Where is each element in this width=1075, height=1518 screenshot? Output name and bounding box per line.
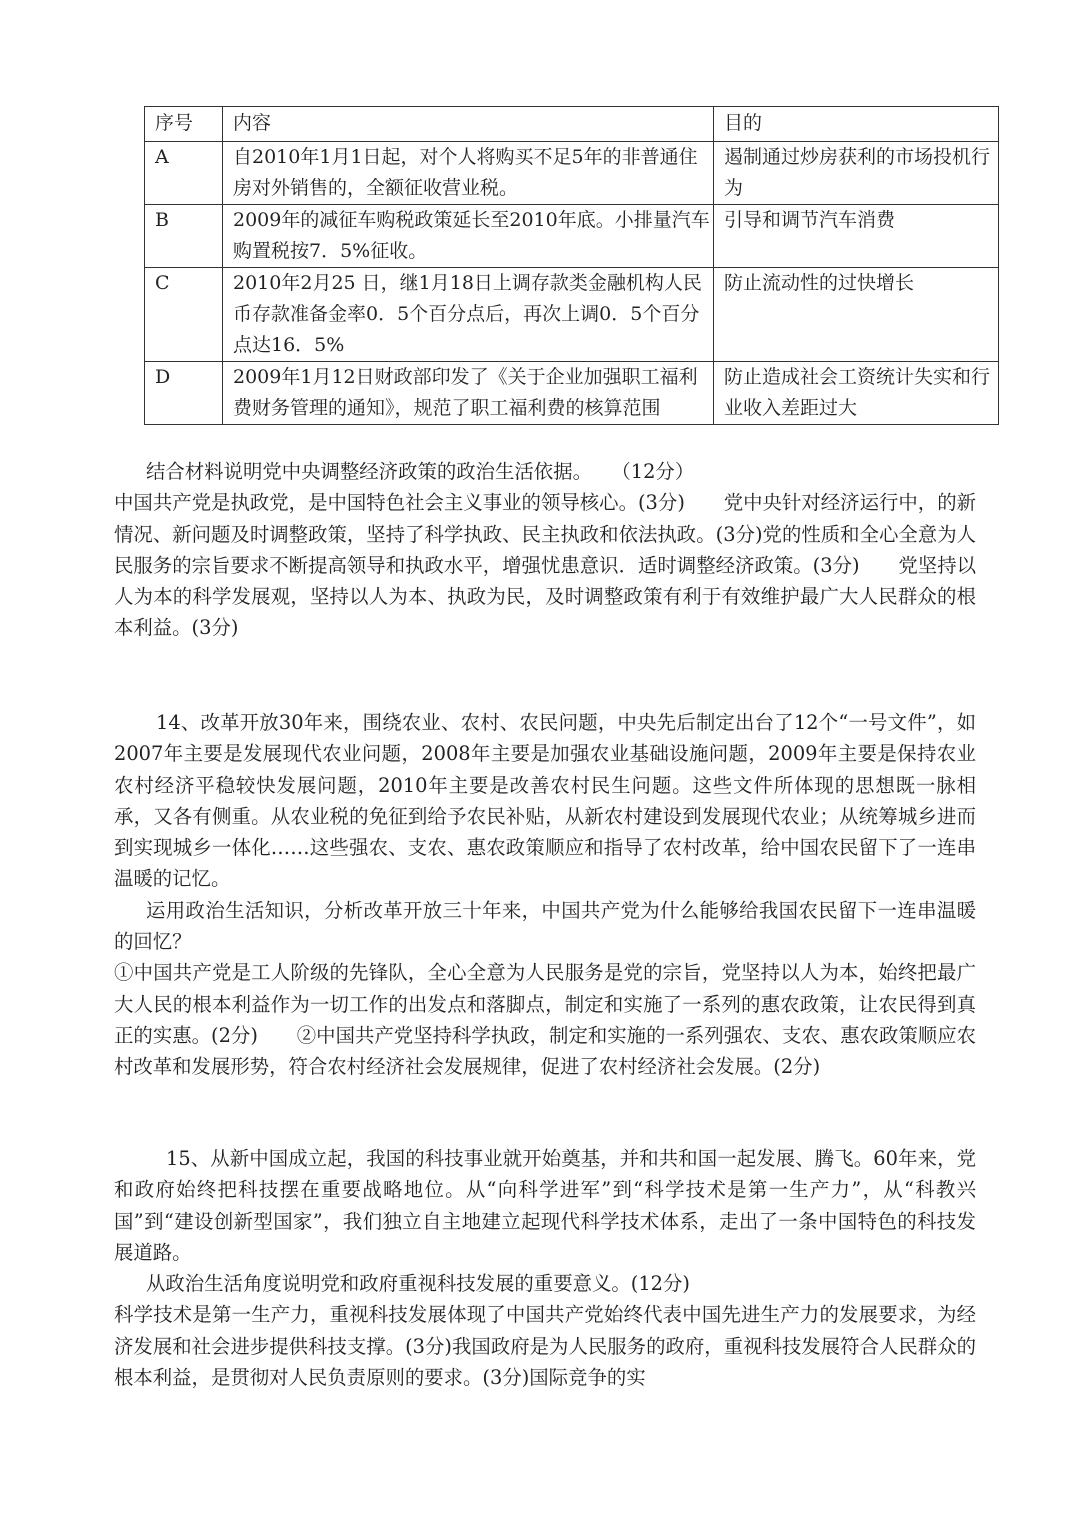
q14-question: 运用政治生活知识，分析改革开放三十年来，中国共产党为什么能够给我国农民留下一连串温暖的回忆？ (114, 898, 976, 954)
row-content: 自2010年1月1日起，对个人将购买不足5年的非普通住房对外销售的，全额征收营业税。 (223, 142, 714, 205)
row-purpose: 引导和调节汽车消费 (714, 205, 999, 268)
table-row (145, 142, 999, 205)
q15-answer: 科学技术是第一生产力，重视科技发展体现了中国共产党始终代表中国先进生产力的发展要求，为经济发展和社会进步提供科技支撑。(3分)我国政府是为人民服务的政府，重视科技发展符合人民群众的根本利益，是贯彻对人民负责原则的要求。(3分)国际竞争的实 (114, 1303, 976, 1390)
row-id: B (145, 205, 223, 268)
q13-section (114, 456, 976, 644)
row-content: 2009年的减征车购税政策延长至2010年底。小排量汽车购置税按7．5%征收。 (223, 205, 714, 268)
table-row (145, 205, 999, 268)
q15-question: 从政治生活角度说明党和政府重视科技发展的重要意义。(12分) (146, 1272, 690, 1296)
q14-answer: ①中国共产党是工人阶级的先锋队，全心全意为人民服务是党的宗旨，党坚持以人为本，始终把最广大人民的根本利益作为一切工作的出发点和落脚点，制定和实施了一系列的惠农政策，让农民得到真正的实惠。(2分) ②中国共产党坚持科学执政，制定和实施的一系列强农、支农、惠农政策顺应农村改革和发展形势，符合农村经济社会发展规律，促进了农村经济社会发展。(2分) (114, 961, 976, 1079)
q13-question: 结合材料说明党中央调整经济政策的政治生活依据。 （12分） (146, 460, 695, 483)
row-purpose: 防止造成社会工资统计失实和行业收入差距过大 (714, 362, 999, 425)
row-content: 2010年2月25 日，继1月18日上调存款类金融机构人民币存款准备金率0．5个百分点后，再次上调0．5个百分点达16．5% (223, 268, 714, 362)
q15-section (114, 1143, 976, 1393)
row-content: 2009年1月12日财政部印发了《关于企业加强职工福利费财务管理的通知》，规范了职工福利费的核算范围 (223, 362, 714, 425)
header-purpose: 目的 (714, 107, 999, 142)
row-purpose: 遏制通过炒房获利的市场投机行为 (714, 142, 999, 205)
q14-section (114, 707, 976, 1083)
table-header-row (145, 107, 999, 142)
q14-material: 14、改革开放30年来，围绕农业、农村、农民问题，中央先后制定出台了12个“一号文件”，如2007年主要是发展现代农业问题，2008年主要是加强农业基础设施问题，2009年主要是保持农业农村经济平稳较快发展问题，2010年主要是改善农村民生问题。这些文件所体现的思想既一脉相承，又各有侧重。从农业税的免征到给予农民补贴，从新农村建设到发展现代农业；从统筹城乡进而到实现城乡一体化……这些强农、支农、惠农政策顺应和指导了农村改革，给中国农民留下了一连串温暖的记忆。 (114, 711, 976, 891)
q15-material: 15、从新中国成立起，我国的科技事业就开始奠基，并和共和国一起发展、腾飞。60年来，党和政府始终把科技摆在重要战略地位。从“向科学进军”到“科学技术是第一生产力”，从“科教兴国”到“建设创新型国家”，我们独立自主地建立起现代科学技术体系，走出了一条中国特色的科技发展道路。 (114, 1147, 976, 1264)
header-content: 内容 (223, 107, 714, 142)
row-purpose: 防止流动性的过快增长 (714, 268, 999, 362)
row-id: A (145, 142, 223, 205)
row-id: C (145, 268, 223, 362)
policy-table (144, 106, 999, 425)
row-id: D (145, 362, 223, 425)
q13-answer: 中国共产党是执政党，是中国特色社会主义事业的领导核心。(3分) 党中央针对经济运行中，的新情况、新问题及时调整政策，坚持了科学执政、民主执政和依法执政。(3分)党的性质和全心全意为人民服务的宗旨要求不断提高领导和执政水平，增强忧患意识．适时调整经济政策。(3分) 党坚持以人为本的科学发展观，坚持以人为本、执政为民，及时调整政策有利于有效维护最广大人民群众的根本利益。(3分) (114, 491, 976, 640)
header-index: 序号 (145, 107, 223, 142)
table-row (145, 268, 999, 362)
table-row (145, 362, 999, 425)
